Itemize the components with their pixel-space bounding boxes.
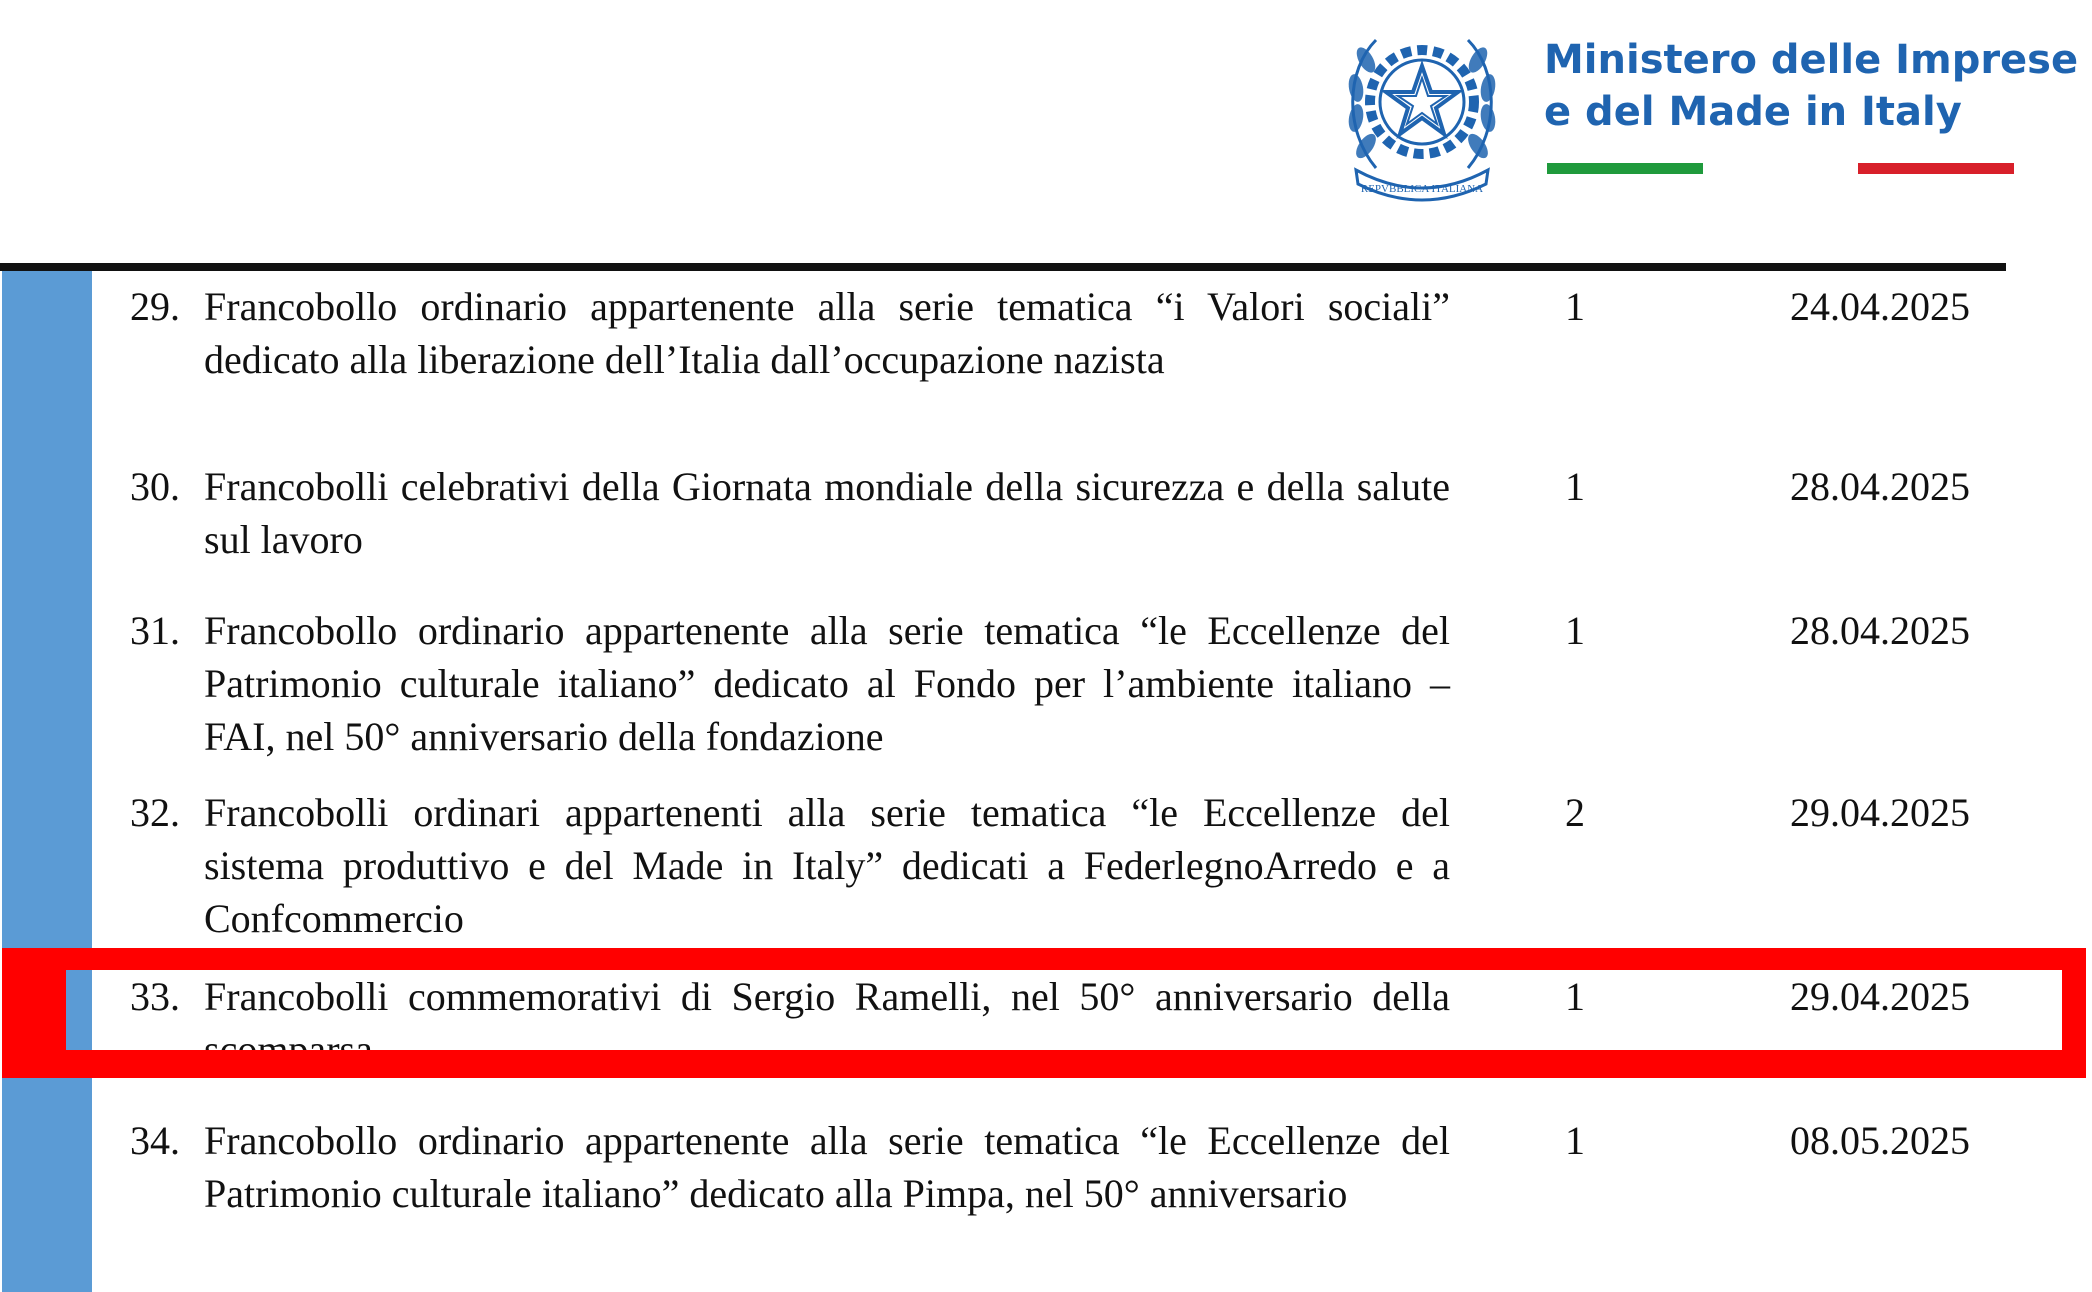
- item-date: 24.04.2025: [1790, 284, 1970, 329]
- item-description: Francobolli commemorativi di Sergio Ramelli, nel 50° anniversario della scomparsa: [204, 974, 1450, 1072]
- flag-red-stripe: [1858, 163, 2014, 174]
- item-description: Francobollo ordinario appartenente alla serie tematica “le Eccellenze del Patrimonio culturale italiano” dedicato alla Pimpa, nel 50° anniversario: [204, 1118, 1450, 1216]
- ministry-name-line2: e del Made in Italy: [1544, 89, 1962, 135]
- ministry-name: [1544, 34, 2078, 138]
- item-number: 30.: [130, 464, 180, 509]
- item-quantity: 1: [1565, 284, 1585, 329]
- item-description: Francobollo ordinario appartenente alla serie tematica “i Valori sociali” dedicato alla liberazione dell’Italia dall’occupazione nazista: [204, 284, 1450, 382]
- item-description: Francobollo ordinario appartenente alla serie tematica “le Eccellenze del Patrimonio culturale italiano” dedicato al Fondo per l’ambiente italiano – FAI, nel 50° anniversario della fondazione: [204, 608, 1450, 759]
- item-quantity: 1: [1565, 974, 1585, 1019]
- item-date: 28.04.2025: [1790, 464, 1970, 509]
- emblem-of-italy-icon: [1336, 10, 1508, 202]
- item-quantity: 1: [1565, 608, 1585, 653]
- item-date: 29.04.2025: [1790, 790, 1970, 835]
- item-description: Francobolli celebrativi della Giornata mondiale della sicurezza e della salute sul lavoro: [204, 464, 1450, 562]
- item-quantity: 1: [1565, 1118, 1585, 1163]
- item-quantity: 1: [1565, 464, 1585, 509]
- side-accent-bar: [2, 271, 92, 1292]
- item-number: 29.: [130, 284, 180, 329]
- item-number: 31.: [130, 608, 180, 653]
- item-number: 34.: [130, 1118, 180, 1163]
- item-number: 33.: [130, 974, 180, 1019]
- item-date: 29.04.2025: [1790, 974, 1970, 1019]
- ministry-name-line1: Ministero delle Imprese: [1544, 37, 2079, 83]
- flag-green-stripe: [1547, 163, 1703, 174]
- item-description: Francobolli ordinari appartenenti alla serie tematica “le Eccellenze del sistema produttivo e del Made in Italy” dedicati a FederlegnoArredo e a Confcommercio: [204, 790, 1450, 941]
- page-header: [0, 0, 2092, 240]
- svg-text:REPVBBLICA ITALIANA: REPVBBLICA ITALIANA: [1360, 183, 1484, 195]
- item-date: 28.04.2025: [1790, 608, 1970, 653]
- item-number: 32.: [130, 790, 180, 835]
- item-date: 08.05.2025: [1790, 1118, 1970, 1163]
- header-divider: [0, 263, 2006, 271]
- item-quantity: 2: [1565, 790, 1585, 835]
